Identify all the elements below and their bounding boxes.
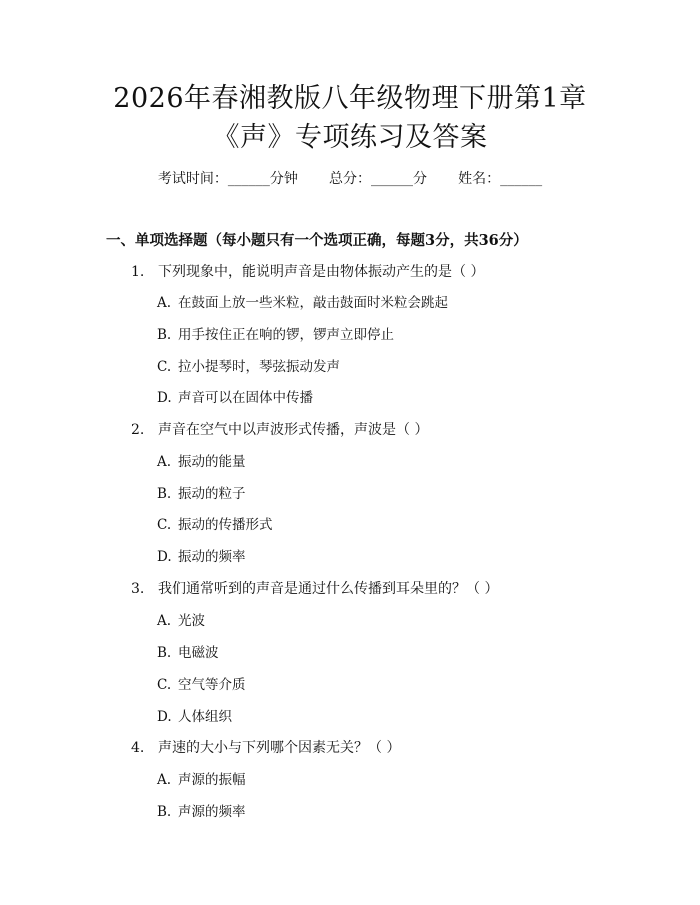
question-number: 4. <box>131 740 145 756</box>
question-text: 下列现象中，能说明声音是由物体振动产生的是（ ） <box>158 264 485 280</box>
option-letter: D. <box>157 549 172 565</box>
document-title-line-2: 《声》专项练习及答案 <box>212 122 488 153</box>
option-text: 振动的能量 <box>178 454 246 470</box>
student-name-field: 姓名：______ <box>458 171 543 187</box>
option-letter: B. <box>157 645 172 661</box>
option-letter: B. <box>157 327 172 343</box>
exam-meta <box>0 170 700 188</box>
section-heading: 一、单项选择题（每小题只有一个选项正确，每题3分，共36分） <box>106 232 528 249</box>
option-text: 光波 <box>178 613 205 629</box>
option-text: 在鼓面上放一些米粒，敲击鼓面时米粒会跳起 <box>178 295 448 311</box>
question-text: 我们通常听到的声音是通过什么传播到耳朵里的？（ ） <box>158 581 499 597</box>
option-text: 拉小提琴时，琴弦振动发声 <box>178 359 340 375</box>
option-text: 声源的振幅 <box>178 772 246 788</box>
total-score-field: 总分：______分 <box>329 171 427 187</box>
option-letter: A. <box>157 613 172 629</box>
option-letter: A. <box>157 772 172 788</box>
option-text: 振动的传播形式 <box>178 517 273 533</box>
option-letter: C. <box>157 517 172 533</box>
option-letter: A. <box>157 454 172 470</box>
option-text: 振动的频率 <box>178 549 246 565</box>
option-text: 声源的频率 <box>178 804 246 820</box>
question-number: 1. <box>131 264 145 280</box>
question-text: 声速的大小与下列哪个因素无关？（ ） <box>158 740 401 756</box>
option-letter: D. <box>157 709 172 725</box>
option-text: 振动的粒子 <box>178 486 246 502</box>
option-text: 空气等介质 <box>178 677 246 693</box>
option-text: 人体组织 <box>178 709 232 725</box>
question-number: 2. <box>131 422 145 438</box>
option-letter: B. <box>157 486 172 502</box>
option-text: 用手按住正在响的锣，锣声立即停止 <box>178 327 394 343</box>
question-number: 3. <box>131 581 145 597</box>
option-letter: C. <box>157 359 172 375</box>
option-text: 声音可以在固体中传播 <box>178 390 313 406</box>
question-text: 声音在空气中以声波形式传播，声波是（ ） <box>158 422 429 438</box>
option-text: 电磁波 <box>178 645 219 661</box>
document-title-line-1: 2026年春湘教版八年级物理下册第1章 <box>113 83 587 114</box>
option-letter: C. <box>157 677 172 693</box>
option-letter: B. <box>157 804 172 820</box>
option-letter: A. <box>157 295 172 311</box>
option-letter: D. <box>157 390 172 406</box>
exam-time-field: 考试时间：______分钟 <box>157 171 298 187</box>
